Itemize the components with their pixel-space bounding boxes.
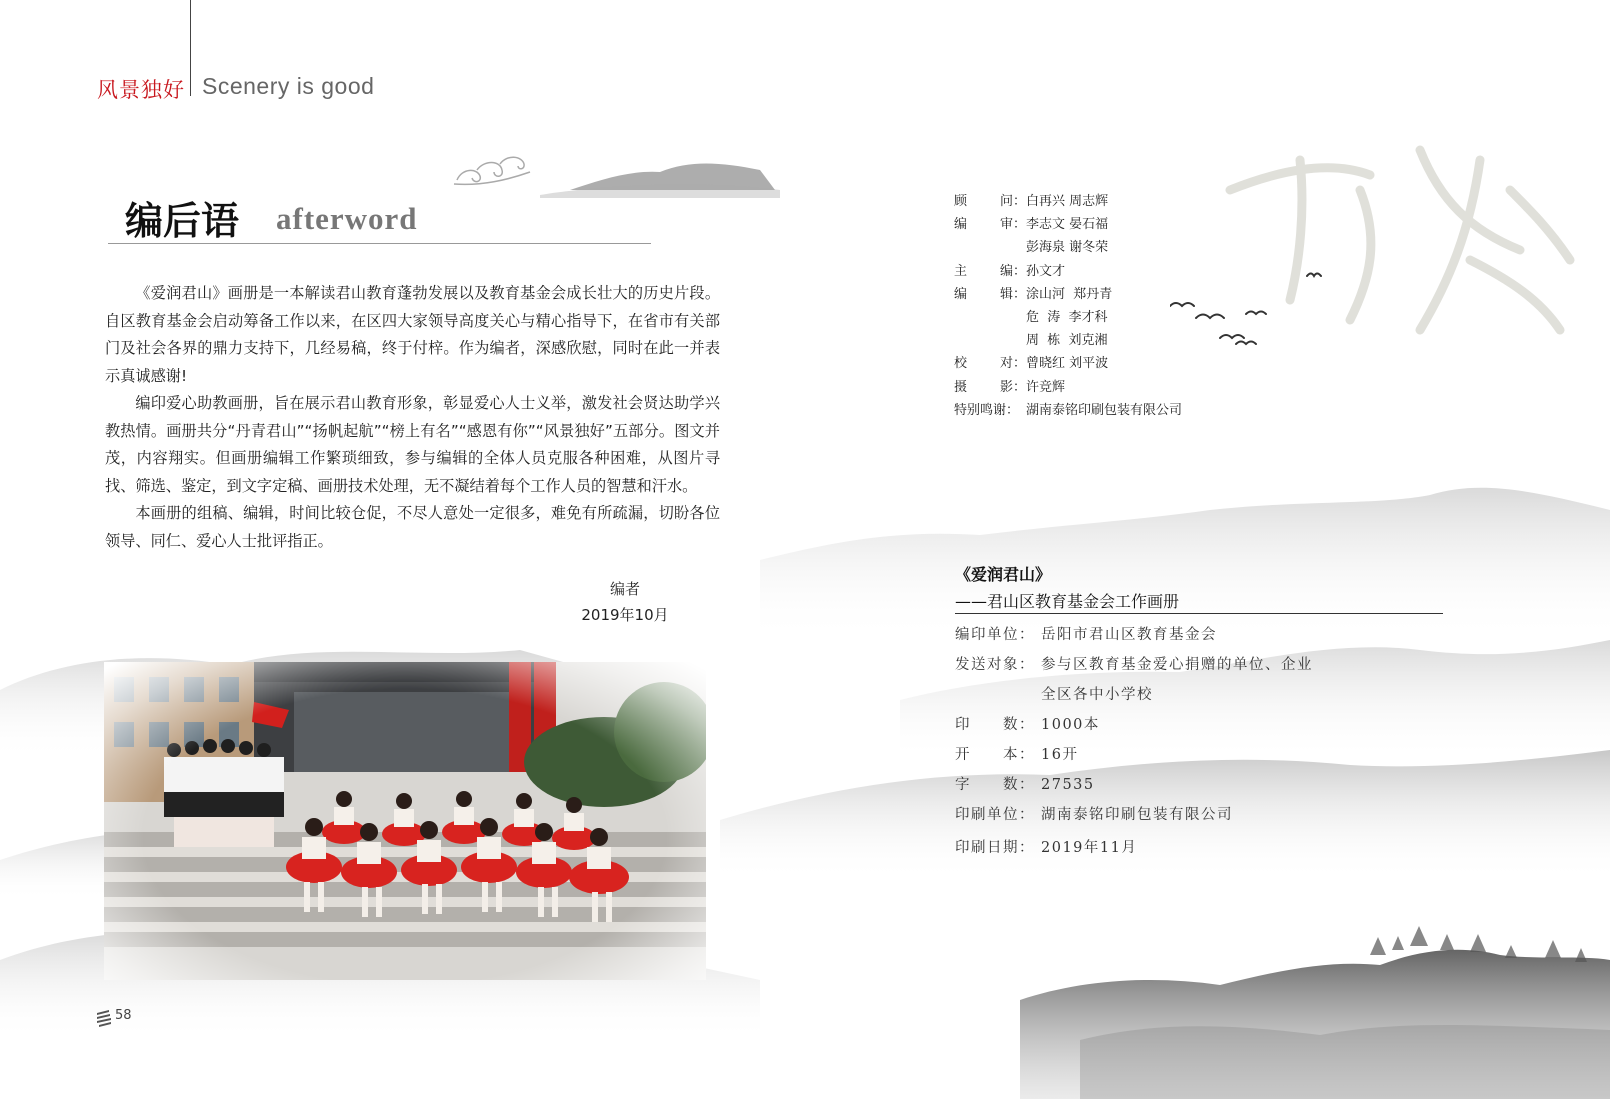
colophon-title: 《爱润君山》: [955, 565, 1052, 584]
body-paragraph-1: 《爱润君山》画册是一本解读君山教育蓬勃发展以及教育基金会成长壮大的历史片段。自区教育基金会启动筹备工作以来，在区四大家领导高度关心与精心指导下，在省市有关部门及社会各界的鼎力支持下，几经易稿，终于付梓。作为编者，深感欣慰，同时在此一并表示真诚感谢!: [105, 284, 720, 385]
signature-date: 2019年10月: [581, 606, 669, 624]
colophon-label: 发送对象：: [955, 657, 1035, 673]
body-paragraph-3: 本画册的组稿、编辑，时间比较仓促，不尽人意处一定很多，难免有所疏漏，切盼各位领导、同仁、爱心人士批评指正。: [105, 504, 720, 550]
credit-label: 编: [954, 286, 968, 302]
colophon-label: 印刷单位：: [955, 807, 1035, 823]
credit-row: 顾 问： 白再兴 周志辉: [954, 190, 1182, 213]
credit-label: 编: [954, 217, 968, 233]
colophon-value: 1000本: [1041, 717, 1100, 733]
credit-row: [954, 236, 1182, 259]
credit-names: 彭海泉 谢冬荣: [1026, 240, 1109, 256]
credit-label: 特别鸣谢: [954, 402, 1007, 418]
credit-row: [954, 329, 1182, 352]
credit-label: 校: [954, 356, 968, 372]
students-group-photo: [104, 662, 706, 980]
colophon-value: 2019年11月: [1041, 840, 1138, 856]
colophon-row: [955, 833, 1313, 863]
colophon-row: [955, 800, 1313, 830]
title-underline: [108, 243, 651, 244]
credit-names: 李志文 晏石福: [1026, 217, 1109, 233]
credit-names: 许竞辉: [1026, 379, 1066, 395]
credit-row: 校 对： 曾晓红 刘平波: [954, 352, 1182, 375]
page-number-icon: [96, 1009, 112, 1027]
section-title-cn: 风景独好: [97, 78, 185, 102]
colophon-row: [955, 710, 1313, 740]
credit-names: 白再兴 周志辉: [1026, 194, 1109, 209]
colophon-value: 16开: [1041, 747, 1079, 763]
credit-row: 摄 影： 许竞辉: [954, 376, 1182, 399]
colophon-details: [955, 620, 1313, 863]
colophon-row: [955, 650, 1313, 680]
body-paragraph-2: 编印爱心助教画册，旨在展示君山教育形象，彰显爱心人士义举，激发社会贤达助学兴教热情。画册共分“丹青君山”“扬帆起航”“榜上有名”“感恩有你”“风景独好”五部分。图文并茂，内容翔实。但画册编辑工作繁琐细致，参与编辑的全体人员克服各种困难，从图片寻找、筛选、鉴定，到文字定稿、画册技术处理，无不凝结着每个工作人员的智慧和汗水。: [105, 394, 720, 495]
colophon-label: 字 数：: [955, 777, 1035, 793]
colophon-value: 全区各中小学校: [1041, 687, 1153, 703]
credit-label: 问: [999, 194, 1013, 209]
signature: 编者: [609, 580, 640, 598]
page-number: 58: [115, 1008, 132, 1023]
credit-row: [954, 306, 1182, 329]
credit-names: 曾晓红 刘平波: [1026, 356, 1109, 372]
credit-names: 周 栋 刘克湘: [1026, 333, 1108, 349]
bird-icon: [1306, 270, 1322, 280]
credit-label: 摄: [954, 379, 968, 395]
colophon-label: 印 数：: [955, 717, 1035, 733]
credit-row: 编 辑： 涂山河 郑丹青: [954, 283, 1182, 306]
credit-label: 影: [999, 379, 1013, 395]
colophon-value: 参与区教育基金爱心捐赠的单位、企业: [1041, 657, 1313, 673]
colophon-divider: [955, 613, 1443, 614]
credit-label: 编: [999, 263, 1013, 279]
colophon-label: [955, 680, 1041, 710]
credits-list: [954, 190, 1182, 422]
colophon-label: 开 本：: [955, 747, 1035, 763]
colophon-value: 岳阳市君山区教育基金会: [1041, 627, 1217, 643]
credit-names: 湖南泰铭印刷包装有限公司: [1026, 402, 1183, 418]
credit-row: 主 编： 孙文才: [954, 260, 1182, 283]
credit-label: 主: [954, 263, 968, 279]
colophon-subtitle: ——君山区教育基金会工作画册: [955, 592, 1180, 611]
credit-label: 辑: [999, 286, 1013, 302]
credit-row: 编 审： 李志文 晏石福: [954, 213, 1182, 236]
colophon-label: 编印单位：: [955, 627, 1035, 643]
credit-names: 孙文才: [1026, 263, 1066, 279]
birds-icon: [1170, 266, 1280, 356]
colophon-row: [955, 620, 1313, 650]
cloud-scroll-icon: [452, 150, 532, 190]
colophon-row: [955, 770, 1313, 800]
page-title-cn: 编后语: [125, 198, 240, 243]
credit-row: 特别鸣谢： 湖南泰铭印刷包装有限公司: [954, 399, 1182, 422]
credit-names: 危 涛 李才科: [1026, 309, 1108, 325]
credit-label: 顾: [954, 194, 968, 209]
section-title-en: Scenery is good: [202, 73, 375, 99]
colophon-value: 湖南泰铭印刷包装有限公司: [1041, 807, 1233, 823]
afterword-body: [105, 280, 720, 555]
colophon-row: [955, 680, 1313, 710]
page-title-en: afterword: [276, 201, 418, 236]
colophon-row: [955, 740, 1313, 770]
credit-label: 对: [999, 356, 1013, 372]
colophon-label: 印刷日期：: [955, 840, 1035, 856]
credit-names: 涂山河 郑丹青: [1026, 286, 1113, 302]
header-divider: [190, 0, 191, 96]
credit-label: 审: [999, 217, 1013, 233]
colophon-value: 27535: [1041, 777, 1095, 793]
